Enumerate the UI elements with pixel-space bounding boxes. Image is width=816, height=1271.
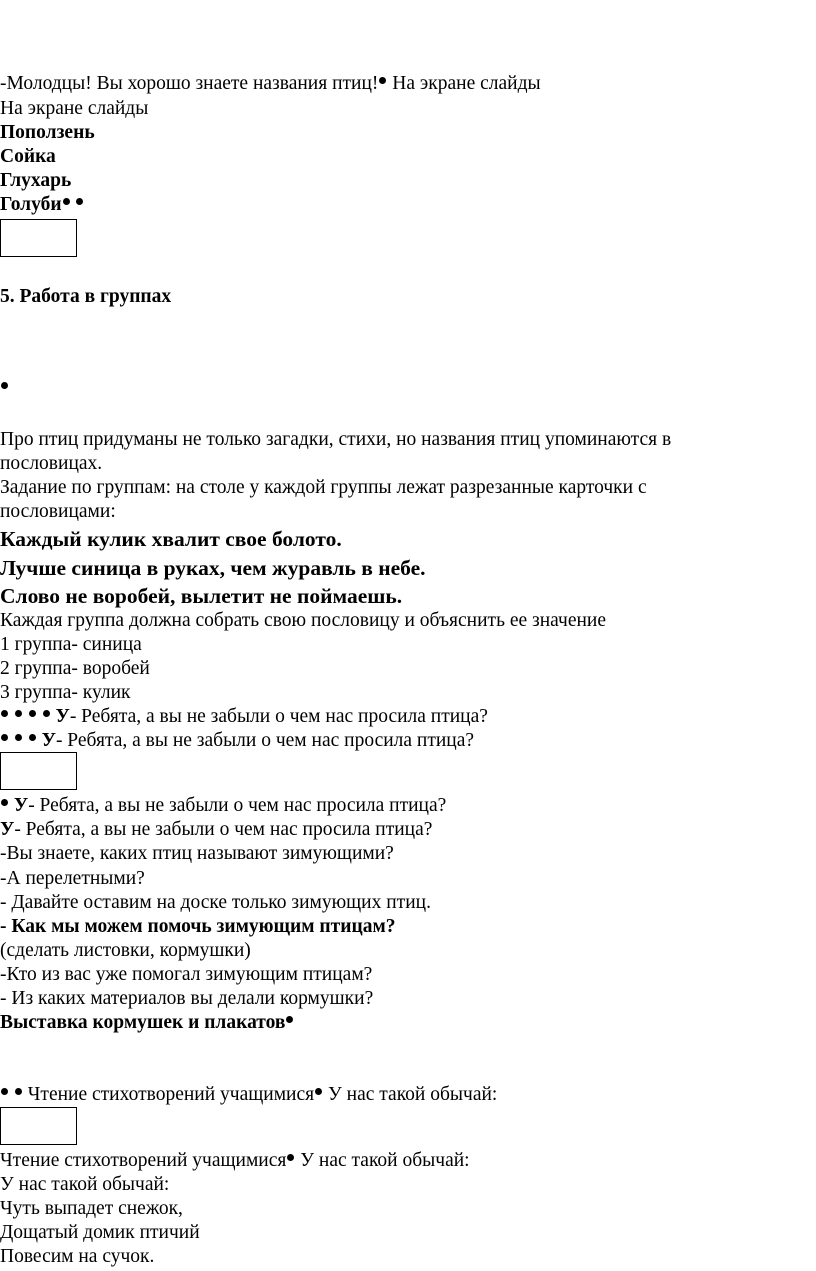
poem-line: Чуть выпадет снежок, <box>0 1198 183 1219</box>
slides-text: На экране слайды <box>387 73 541 94</box>
bullet-icon <box>15 710 22 717</box>
exhibition-heading <box>0 1011 294 1035</box>
poem-line: Повесим на сучок. <box>0 1246 155 1267</box>
bullet-icon <box>29 710 36 717</box>
bullet-icon <box>287 1154 294 1161</box>
paragraph-line: Задание по группам: на столе у каждой группы лежат разрезанные карточки с <box>0 477 647 498</box>
question-line: - Из каких материалов вы делали кормушки? <box>0 988 374 1009</box>
teacher-line <box>0 729 474 753</box>
bullet-icon <box>29 734 36 741</box>
teacher-marker: У <box>0 819 15 840</box>
poem-line: У нас такой обычай: <box>0 1174 170 1195</box>
teacher-line <box>0 705 488 729</box>
teacher-text: - Ребята, а вы не забыли о чем нас просила птица? <box>14 819 433 840</box>
proverb-2: Лучше синица в руках, чем журавль в небе. <box>0 556 426 580</box>
bullet-icon <box>1 734 8 741</box>
bird-jay: Сойка <box>0 146 56 167</box>
question-line: - Давайте оставим на доске только зимующих птиц. <box>0 892 431 913</box>
reading-line <box>0 1149 470 1173</box>
reading-line <box>0 1083 497 1107</box>
bullet-icon <box>43 710 50 717</box>
bullet-icon <box>15 1088 22 1095</box>
question-line: -А перелетными? <box>0 868 145 889</box>
teacher-text: - Ребята, а вы не забыли о чем нас просила птица? <box>69 706 488 727</box>
question-line: -Вы знаете, каких птиц называют зимующими? <box>0 843 394 864</box>
teacher-marker: У <box>41 730 56 751</box>
proverb-1: Каждый кулик хвалит свое болото. <box>0 527 342 551</box>
section-heading: 5. Работа в группах <box>0 286 172 307</box>
group-3: 3 группа- кулик <box>0 682 131 703</box>
bullet-icon <box>1 1088 8 1095</box>
bird-nuthatch: Поползень <box>0 122 95 143</box>
custom-text: У нас такой обычай: <box>323 1084 498 1105</box>
text-line-praise <box>0 72 541 96</box>
bullet-icon <box>286 1016 293 1023</box>
bullet-icon <box>76 198 83 205</box>
bullet-icon <box>1 799 8 806</box>
reading-text: Чтение стихотворений учащимися <box>22 1084 315 1105</box>
question-line: -Кто из вас уже помогал зимующим птицам? <box>0 964 373 985</box>
teacher-text: - Ребята, а вы не забыли о чем нас просила птица? <box>28 795 447 816</box>
paragraph-line: пословицах. <box>0 453 103 474</box>
proverb-3: Слово не воробей, вылетит не поймаешь. <box>0 584 403 608</box>
pigeons-text: Голуби <box>0 194 62 215</box>
answer-line: (сделать листовки, кормушки) <box>0 940 251 961</box>
exhibition-text: Выставка кормушек и плакатов <box>0 1012 286 1033</box>
group-2: 2 группа- воробей <box>0 658 150 679</box>
task-text: Каждая группа должна собрать свою пословицу и объяснить ее значение <box>0 610 607 631</box>
teacher-line <box>0 818 432 842</box>
bullet-line <box>0 377 9 401</box>
bird-capercaillie: Глухарь <box>0 170 72 191</box>
custom-text: У нас такой обычай: <box>300 1150 470 1171</box>
bird-pigeons <box>0 193 84 217</box>
teacher-marker: У <box>13 795 29 816</box>
paragraph-line: пословицами: <box>0 501 116 522</box>
bullet-icon <box>315 1088 322 1095</box>
group-1: 1 группа- синица <box>0 634 142 655</box>
teacher-marker: У <box>55 706 70 727</box>
paragraph-line: Про птиц придуманы не только загадки, стихи, но названия птиц упоминаются в <box>0 429 672 450</box>
poem-line: Дощатый домик птичий <box>0 1222 200 1243</box>
reading-text: Чтение стихотворений учащимися <box>0 1150 287 1171</box>
bullet-icon <box>1 382 8 389</box>
teacher-line <box>0 794 446 818</box>
image-placeholder <box>0 219 77 257</box>
praise-text: -Молодцы! Вы хорошо знаете названия птиц! <box>0 73 379 94</box>
bullet-icon <box>1 710 8 717</box>
bullet-icon <box>15 734 22 741</box>
text-line-slides: На экране слайды <box>0 98 149 119</box>
bullet-icon <box>379 77 386 84</box>
image-placeholder <box>0 752 77 790</box>
question-line-bold: - Как мы можем помочь зимующим птицам? <box>0 916 396 937</box>
teacher-text: - Ребята, а вы не забыли о чем нас просила птица? <box>55 730 475 751</box>
image-placeholder <box>0 1107 77 1145</box>
bullet-icon <box>63 198 70 205</box>
